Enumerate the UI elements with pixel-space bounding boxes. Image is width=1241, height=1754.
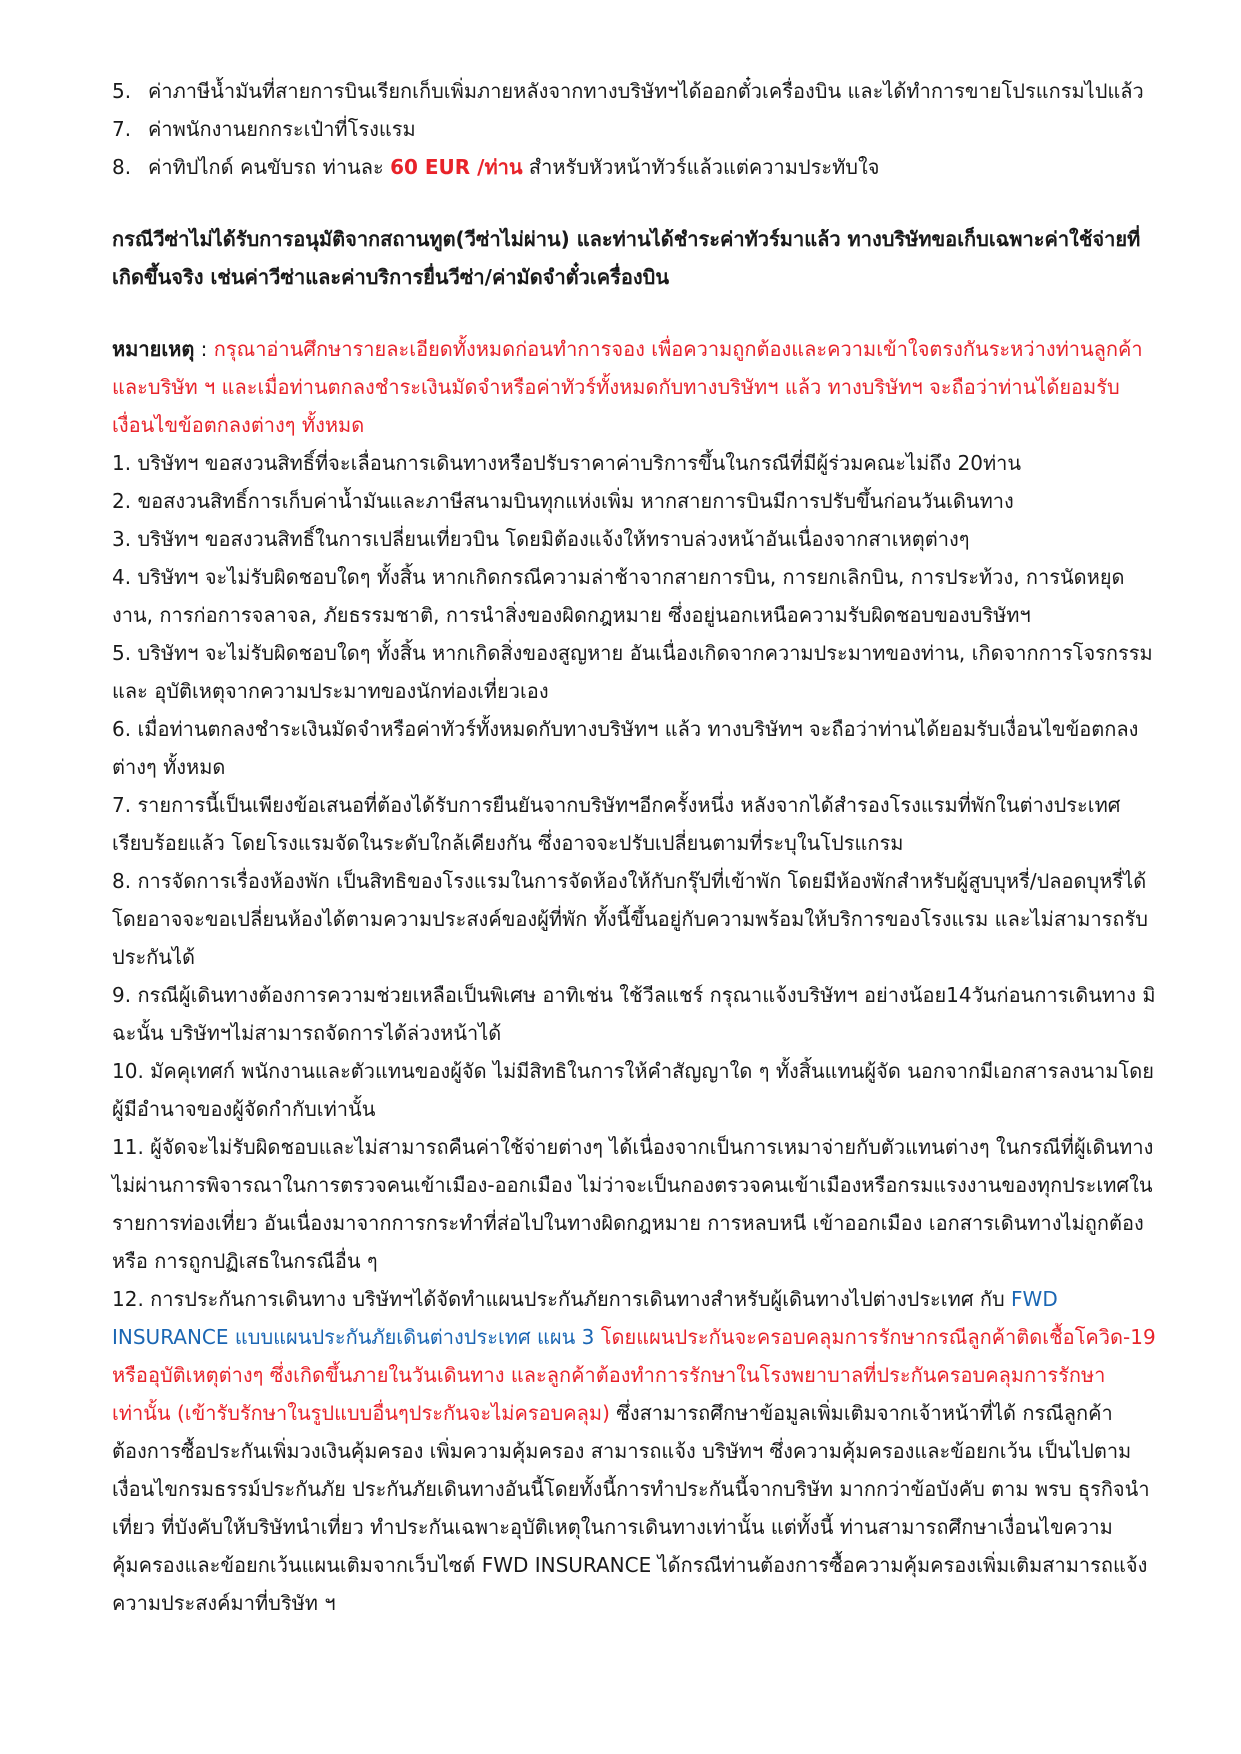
condition-3: 3. บริษัทฯ ขอสงวนสิทธิ์ในการเปลี่ยนเที่ยวบิน โดยมิต้องแจ้งให้ทราบล่วงหน้าอันเนื่องจากสาเหตุต่างๆ <box>112 527 970 551</box>
insurance-coverage-note: โดยแผนประกันจะครอบคลุมการรักษากรณีลูกค้าติดเชื้อโควิด-19 หรืออุบัติเหตุต่างๆ ซึ่งเกิดขึ้นภายในวันเดินทาง และลูกค้าต้องทำการรักษาในโรงพยาบาลที่ประกันครอบคลุมการรักษาเท่านั้น (เข้ารับรักษาในรูปแบบอื่นๆประกันจะไม่ครอบคลุม) <box>112 1325 1156 1425</box>
excluded-item-7 <box>112 110 1162 148</box>
list-text: ค่าพนักงานยกกระเป๋าที่โรงแรม <box>148 117 416 141</box>
condition-1: 1. บริษัทฯ ขอสงวนสิทธิ์ที่จะเลื่อนการเดินทางหรือปรับราคาค่าบริการขึ้นในกรณีที่มีผู้ร่วมคณะไม่ถึง 20ท่าน <box>112 451 1022 475</box>
condition-2: 2. ขอสงวนสิทธิ์การเก็บค่าน้ำมันและภาษีสนามบินทุกแห่งเพิ่ม หากสายการบินมีการปรับขึ้นก่อนวันเดินทาง <box>112 489 1014 513</box>
tip-amount: 60 EUR /ท่าน <box>390 155 523 179</box>
remark-paragraph <box>112 330 1162 444</box>
excluded-item-8 <box>112 148 1162 186</box>
condition-12-insurance <box>112 1280 1162 1622</box>
insurance-text-before: 12. การประกันการเดินทาง บริษัทฯได้จัดทำแผนประกันภัยการเดินทางสำหรับผู้เดินทางไปต่างประเทศ กับ <box>112 1287 1012 1311</box>
tip-text-after: สำหรับหัวหน้าทัวร์แล้วแต่ความประทับใจ <box>522 155 880 179</box>
remark-text: กรุณาอ่านศึกษารายละเอียดทั้งหมดก่อนทำการจอง เพื่อความถูกต้องและความเข้าใจตรงกันระหว่างท่านลูกค้าและบริษัท ฯ และเมื่อท่านตกลงชำระเงินมัดจำหรือค่าทัวร์ทั้งหมดกับทางบริษัทฯ แล้ว ทางบริษัทฯ จะถือว่าท่านได้ยอมรับเงื่อนไขข้อตกลงต่างๆ ทั้งหมด <box>112 337 1143 437</box>
spacer <box>112 186 1162 220</box>
list-text <box>148 148 879 186</box>
condition-5: 5. บริษัทฯ จะไม่รับผิดชอบใดๆ ทั้งสิ้น หากเกิดสิ่งของสูญหาย อันเนื่องเกิดจากความประมาทของท่าน, เกิดจากการโจรกรรม และ อุบัติเหตุจากความประมาทของนักท่องเที่ยวเอง <box>112 641 1153 703</box>
insurance-provider: FWD INSURANCE แบบแผนประกันภัยเดินต่างประเทศ แผน 3 <box>112 1287 1058 1349</box>
remark-separator: : <box>194 337 214 361</box>
list-number: 8. <box>112 155 132 179</box>
visa-note: กรณีวีซ่าไม่ได้รับการอนุมัติจากสถานทูต(วีซ่าไม่ผ่าน) และท่านได้ชำระค่าทัวร์มาแล้ว ทางบริษัทขอเก็บเฉพาะค่าใช้จ่ายที่เกิดขึ้นจริง เช่นค่าวีซ่าและค่าบริการยื่นวีซ่า/ค่ามัดจำตั๋วเครื่องบิน <box>112 227 1141 289</box>
spacer <box>112 296 1162 330</box>
condition-11: 11. ผู้จัดจะไม่รับผิดชอบและไม่สามารถคืนค่าใช้จ่ายต่างๆ ได้เนื่องจากเป็นการเหมาจ่ายกับตัวแทนต่างๆ ในกรณีที่ผู้เดินทางไม่ผ่านการพิจารณาในการตรวจคนเข้าเมือง-ออกเมือง ไม่ว่าจะเป็นกองตรวจคนเข้าเมืองหรือกรมแรงงานของทุกประเทศในรายการท่องเที่ยว อันเนื่องมาจากการกระทำที่ส่อไปในทางผิดกฎหมาย การหลบหนี เข้าออกเมือง เอกสารเดินทางไม่ถูกต้อง หรือ การถูกปฏิเสธในกรณีอื่น ๆ <box>112 1135 1154 1273</box>
insurance-text-after: ซึ่งสามารถศึกษาข้อมูลเพิ่มเติมจากเจ้าหน้าที่ได้ กรณีลูกค้าต้องการซื้อประกันเพิ่มวงเงินคุ้มครอง เพิ่มความคุ้มครอง สามารถแจ้ง บริษัทฯ ซึ่งความคุ้มครองและข้อยกเว้น เป็นไปตามเงื่อนไขกรมธรรม์ประกันภัย ประกันภัยเดินทางอันนี้โดยทั้งนี้การทำประกันนี้จากบริษัท มากกว่าข้อบังคับ ตาม พรบ ธุรกิจนำเที่ยว ที่บังคับให้บริษัทนำเที่ยว ทำประกันเฉพาะอุบัติเหตุในการเดินทางเท่านั้น แต่ทั้งนี้ ท่านสามารถศึกษาเงื่อนไขความคุ้มครองและข้อยกเว้นแผนเติมจากเว็บไซต์ FWD INSURANCE ได้กรณีท่านต้องการซื้อความคุ้มครองเพิ่มเติมสามารถแจ้งความประสงค์มาที่บริษัท ฯ <box>112 1401 1150 1615</box>
condition-9: 9. กรณีผู้เดินทางต้องการความช่วยเหลือเป็นพิเศษ อาทิเช่น ใช้วีลแชร์ กรุณาแจ้งบริษัทฯ อย่างน้อย14วันก่อนการเดินทาง มิฉะนั้น บริษัทฯไม่สามารถจัดการได้ล่วงหน้าได้ <box>112 983 1156 1045</box>
condition-6: 6. เมื่อท่านตกลงชำระเงินมัดจำหรือค่าทัวร์ทั้งหมดกับทางบริษัทฯ แล้ว ทางบริษัทฯ จะถือว่าท่านได้ยอมรับเงื่อนไขข้อตกลงต่างๆ ทั้งหมด <box>112 717 1139 779</box>
excluded-item-5 <box>112 72 1162 110</box>
condition-8: 8. การจัดการเรื่องห้องพัก เป็นสิทธิของโรงแรมในการจัดห้องให้กับกรุ๊ปที่เข้าพัก โดยมีห้องพักสำหรับผู้สูบบุหรี่/ปลอดบุหรี่ได้ โดยอาจจะขอเปลี่ยนห้องได้ตามความประสงค์ของผู้ที่พัก ทั้งนี้ขึ้นอยู่กับความพร้อมให้บริการของโรงแรม และไม่สามารถรับประกันได้ <box>112 869 1148 969</box>
document-content <box>112 72 1162 1622</box>
list-number: 7. <box>112 117 132 141</box>
condition-4: 4. บริษัทฯ จะไม่รับผิดชอบใดๆ ทั้งสิ้น หากเกิดกรณีความล่าช้าจากสายการบิน, การยกเลิกบิน, การประท้วง, การนัดหยุดงาน, การก่อการจลาจล, ภัยธรรมชาติ, การนำสิ่งของผิดกฎหมาย ซึ่งอยู่นอกเหนือความรับผิดชอบของบริษัทฯ <box>112 565 1125 627</box>
list-text: ค่าภาษีน้ำมันที่สายการบินเรียกเก็บเพิ่มภายหลังจากทางบริษัทฯได้ออกตั๋วเครื่องบิน และได้ทำการขายโปรแกรมไปแล้ว <box>148 79 1144 103</box>
condition-7: 7. รายการนี้เป็นเพียงข้อเสนอที่ต้องได้รับการยืนยันจากบริษัทฯอีกครั้งหนึ่ง หลังจากได้สำรองโรงแรมที่พักในต่างประเทศเรียบร้อยแล้ว โดยโรงแรมจัดในระดับใกล้เคียงกัน ซึ่งอาจจะปรับเปลี่ยนตามที่ระบุในโปรแกรม <box>112 793 1121 855</box>
tip-text-before: ค่าทิปไกด์ คนขับรถ ท่านละ <box>148 155 391 179</box>
list-number: 5. <box>112 79 132 103</box>
remark-label: หมายเหตุ <box>112 337 195 361</box>
condition-10: 10. มัคคุเทศก์ พนักงานและตัวแทนของผู้จัด ไม่มีสิทธิในการให้คำสัญญาใด ๆ ทั้งสิ้นแทนผู้จัด นอกจากมีเอกสารลงนามโดยผู้มีอำนาจของผู้จัดกำกับเท่านั้น <box>112 1059 1154 1121</box>
